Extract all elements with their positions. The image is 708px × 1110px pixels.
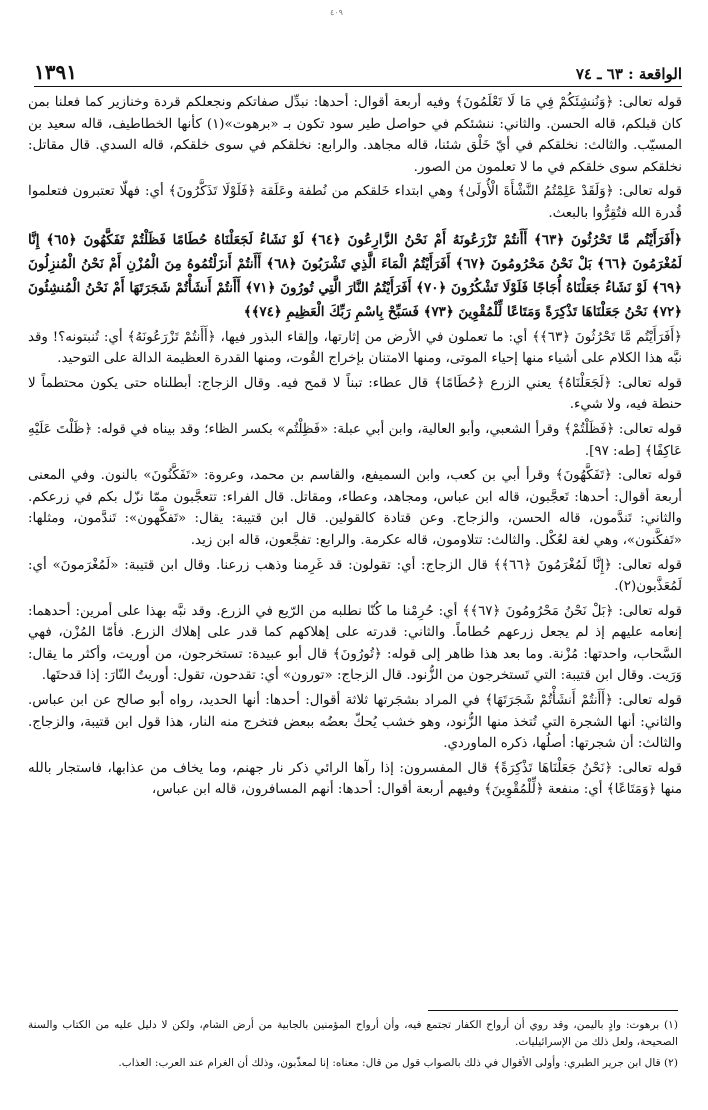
paragraph-9: قوله تعالى: ﴿بَلْ نَحْنُ مَحْرُومُونَ ﴿٦٧﴾﴾ أي: حُرِمْنا ما كُنّا نطلبه من الرّيع في الزرع. وقد نبَّه بهذا على أمرين: أحدهما: إنعامه عليهم إذ لم يجعل زرعهم حُطاماً. والثاني: قدرته على إهلاكهم كما قدر على إهلاك الزرع. فأمّا المُزْن، فهي السَّحاب، واحدتها: مُزْنة. وما بعد هذا ظاهر إلى قوله: ﴿تُورُونَ﴾ قال أبو عبيدة: تستخرجون، من أوريت، وأكثر ما يقال: وَرَيت. وقال ابن قتيبة: التي تَستخرجون من الزُّنود. قال الزجاج: «تورون» أي: تقدحون، تقول: أوريتُ النّارَ: إذا قدحتَها.: [28, 603, 682, 684]
chapter-reference: الواقعة : ٦٣ ـ ٧٤: [575, 65, 682, 83]
footnote-1: (١) برهوت: وادٍ باليمن، وقد روي أن أرواح الكفار تجتمع فيه، وأن أرواح المؤمنين بالجابية من أرض الشام، ولكن لا دليل عليه من الكتاب والسنة الصحيحة، ولعل ذلك من الإسرائيليات.: [28, 1019, 678, 1048]
paragraph-6: قوله تعالى: ﴿فَظَلْتُمْ﴾ وقرأ الشعبي، وأبو العالية، وابن أبي عبلة: «فَظِلْتُم» بكسر الظاء؛ وقد بيناه في قوله: ﴿ظَلْتَ عَلَيْهِ عَاكِفًا﴾ [طه: ٩٧].: [28, 421, 682, 459]
quran-verses-block: ﴿أَفَرَأَيْتُم مَّا تَحْرُثُونَ ﴿٦٣﴾ أَأَنتُمْ تَزْرَعُونَهُ أَمْ نَحْنُ الزَّارِعُونَ ﴿٦٤﴾ لَوْ نَشَاءُ لَجَعَلْنَاهُ حُطَامًا فَظَلْتُمْ تَفَكَّهُونَ ﴿٦٥﴾ إِنَّا لَمُغْرَمُونَ ﴿٦٦﴾ بَلْ نَحْنُ مَحْرُومُونَ ﴿٦٧﴾ أَفَرَأَيْتُمُ الْمَاءَ الَّذِي تَشْرَبُونَ ﴿٦٨﴾ أَأَنتُمْ أَنزَلْتُمُوهُ مِنَ الْمُزْنِ أَمْ نَحْنُ الْمُنزِلُونَ ﴿٦٩﴾ لَوْ نَشَاءُ جَعَلْنَاهُ أُجَاجًا فَلَوْلَا تَشْكُرُونَ ﴿٧٠﴾ أَفَرَأَيْتُمُ النَّارَ الَّتِي تُورُونَ ﴿٧١﴾ أَأَنتُمْ أَنشَأْتُمْ شَجَرَتَهَا أَمْ نَحْنُ الْمُنشِئُونَ ﴿٧٢﴾ نَحْنُ جَعَلْنَاهَا تَذْكِرَةً وَمَتَاعًا لِّلْمُقْوِينَ ﴿٧٣﴾ فَسَبِّحْ بِاسْمِ رَبِّكَ الْعَظِيمِ ﴿٧٤﴾﴾: [28, 231, 682, 320]
paragraph-1: قوله تعالى: ﴿وَنُنشِئَكُمْ فِي مَا لَا تَعْلَمُونَ﴾ وفيه أربعة أقوال: أحدها: نبدِّل صفاتكم ونجعلكم قردة وخنازير كما فعلنا بمن كان قبلكم، قاله الحسن. والثاني: ننشئكم في حواصل طير سود تكون بـ «برهوت»(١) كأنها الخطاطيف، قاله سعيد بن المسيّب. والثالث: نخلقكم في أيّ خَلْق شئنا، قاله مجاهد. والرابع: نخلقكم في سوى خلقكم، قاله السدي. قال مقاتل: نخلقكم سوى خلقكم في ما لا تعلمون من الصور.: [28, 95, 682, 175]
paragraph-7: قوله تعالى: ﴿تَفَكَّهُونَ﴾ وقرأ أبي بن كعب، وابن السميفع، والقاسم بن محمد، وعروة: «تَفَكَّنُونَ» بالنون. وفي المعنى أربعة أقوال: أحدها: تَعجَّبون، قاله ابن عباس، ومجاهد، وعطاء، ومقاتل. قال الفراء: تتعجَّبون ممّا نزّل بكم في زرعكم. والثاني: تَندَّمون، قاله الحسن، والزجاج. وعن قتادة كالقولين. قال ابن قتيبة: يقال: «تَفكَّهون»: تَندَّمون، ومثلها: «تَفكَّنون»، وهي لغة لعُكْل. والثالث: تتلاومون، قاله عكرمة. والرابع: تفجَّعون، قاله ابن زيد.: [28, 468, 682, 548]
paragraph-10: قوله تعالى: ﴿أَأَنتُمْ أَنشَأْتُمْ شَجَرَتَهَا﴾ في المراد بشجَرتها ثلاثة أقوال: أحدها: أنها الحديد، رواه أبو صالح عن ابن عباس. والثاني: أنها الشجرة التي تُتخذ منها الزُّنود، وهو خشب يُحكّ بعضُه ببعض فتخرج منه النار، هذا قول ابن قتيبة، والزجاج. والثالث: أن شجرتها: أصلُها، ذكره الماوردي.: [28, 693, 682, 752]
paragraph-2: قوله تعالى: ﴿وَلَقَدْ عَلِمْتُمُ النَّشْأَةَ الْأُولَىٰ﴾ وهي ابتداء خَلقكم من نُطفة وعَلَقة ﴿فَلَوْلَا تَذَكَّرُونَ﴾ أي: فهلّا تعتبرون فتعلموا قُدرة الله فتُقِرُّوا بالبعث.: [28, 184, 682, 221]
paragraph-11: قوله تعالى: ﴿نَحْنُ جَعَلْنَاهَا تَذْكِرَةً﴾ قال المفسرون: إذا رآها الرائي ذكر نار جهنم، وما يخاف من عذابها، فاستجار بالله منها ﴿وَمَتَاعًا﴾ أي: منفعة ﴿لِّلْمُقْوِينَ﴾ وفيهم أربعة أقوال: أحدها: أنهم المسافرون، قاله ابن عباس،: [28, 760, 682, 798]
paragraph-4: ﴿أَفَرَأَيْتُم مَّا تَحْرُثُونَ ﴿٦٣﴾﴾ أي: ما تعملون في الأرض من إثارتها، وإلقاء البذور فيها، ﴿أَأَنتُمْ تَزْرَعُونَهُ﴾ أي: تُنبتونه؟! وقد نبَّه هذا الكلام على أشياء منها إحياء الموتى، ومنها الامتنان بإخراج القُوت، ومنها القدرة العظيمة الدالة على التوحيد.: [28, 329, 682, 367]
page-number: ١٣٩١: [34, 60, 77, 84]
footnotes: [28, 1010, 678, 1100]
footnote-2: (٢) قال ابن جرير الطبري: وأولى الأقوال في ذلك بالصواب قول من قال: معناه: إنا لمعذّبون، وذلك أن الغرام عند العرب: العذاب.: [118, 1057, 678, 1069]
paragraph-8: قوله تعالى: ﴿إِنَّا لَمُغْرَمُونَ ﴿٦٦﴾﴾ قال الزجاج: أي: تقولون: قد غَرِمنا وذهب زرعنا. وقال ابن قتيبة: «لَمُغْرَمونَ» أي: لَمُعَذَّبون(٢).: [28, 557, 682, 595]
main-text: [28, 92, 682, 992]
footnote-divider: [428, 1010, 678, 1011]
paragraph-5: قوله تعالى: ﴿لَجَعَلْنَاهُ﴾ يعني الزرع ﴿حُطَامًا﴾ قال عطاء: تبناً لا قمح فيه. وقال الزجاج: أبطلناه حتى يكون محتطماً لا حنطة فيه، ولا شيء.: [28, 375, 682, 413]
page-header: [34, 56, 682, 87]
corner-mark: ٤٠٩: [330, 8, 343, 17]
